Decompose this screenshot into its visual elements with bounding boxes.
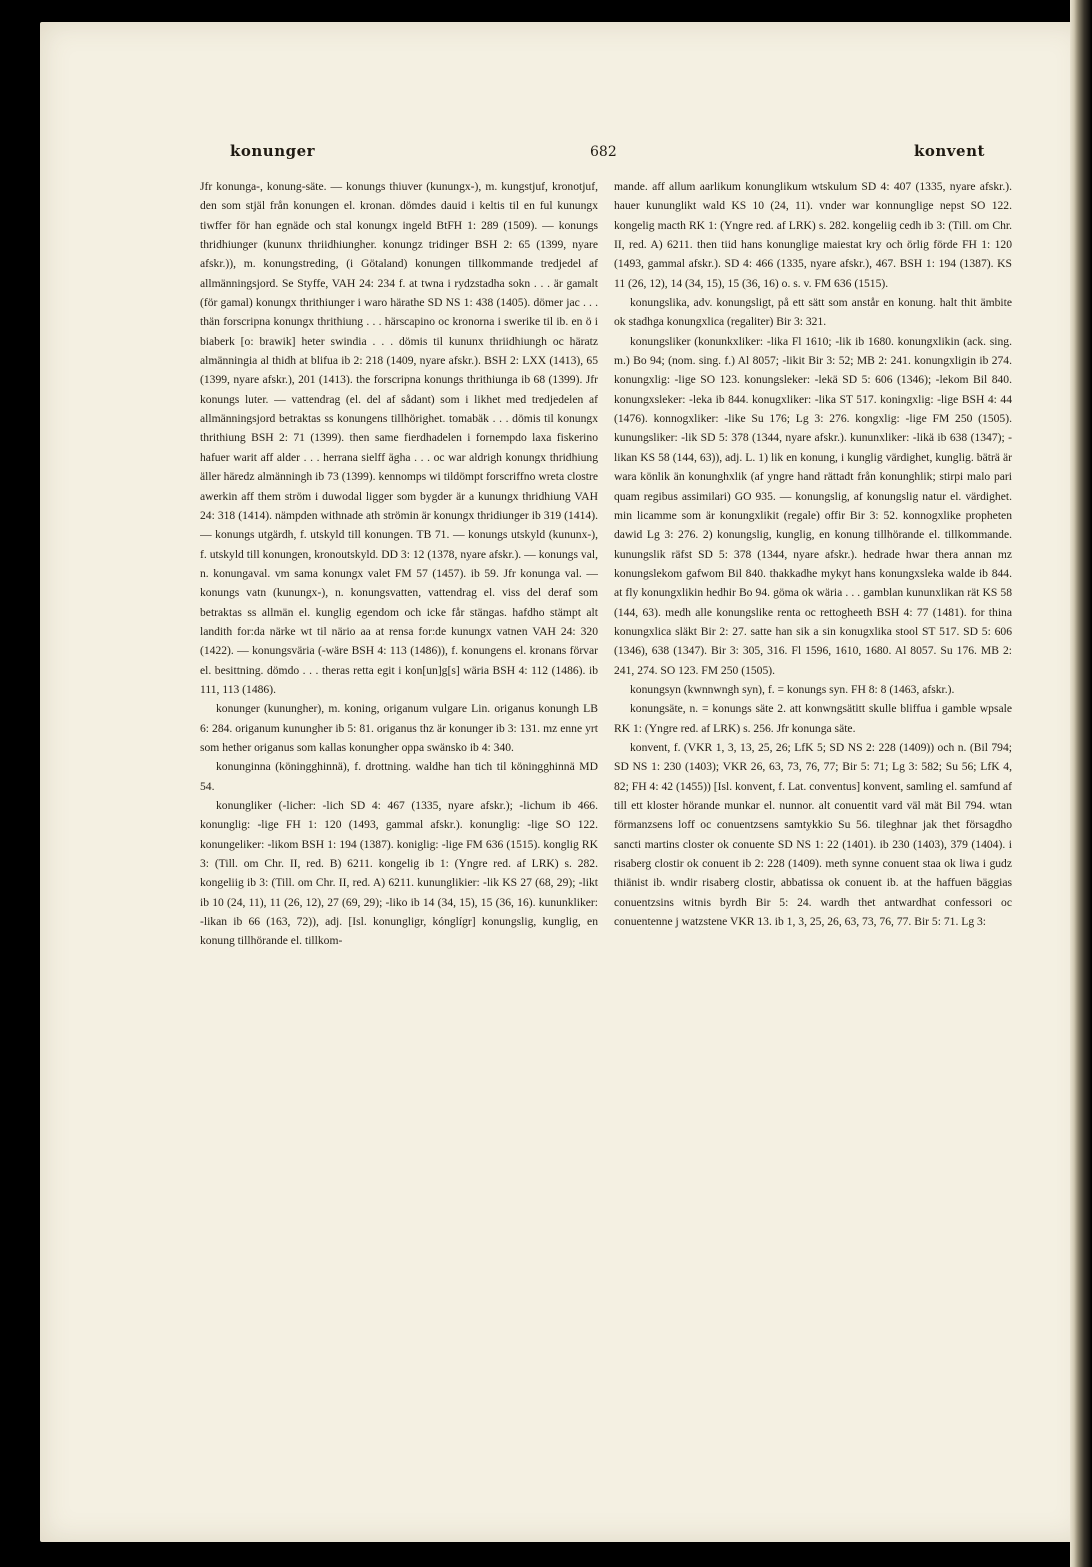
entry-konungliker-continued: mande. aff allum aarlikum konunglikum wtskulum SD 4: 407 (1335, nyare afskr.). hauer kununglikt wald KS 10 (24, 11). vnder war konnunglige nepst SO 122. kongelig macth RK 1: (Yngre red. af LRK) s. 282. kongeliig cedh ib 3: (Till. om Chr. II, red. A) 6211. then tiid hans konunglige maiestat kry och örlig förde FH 1: 120 (1493, gammal afskr.). SD 4: 466 (1335, nyare afskr.), 467. BSH 1: 194 (1387). KS 11 (26, 12), 14 (34, 15), 15 (36, 16) o. s. v. FM 636 (1515). [614, 180, 1012, 290]
entry-konvent: konvent, f. (VKR 1, 3, 13, 25, 26; LfK 5; SD NS 2: 228 (1409)) och n. (Bil 794; SD NS 1: 230 (1403); VKR 26, 63, 73, 76, 77; Bir 5: 71; Lg 3: 582; Su 56; LfK 4, 82; FH 4: 42 (1455)) [Isl. konvent, f. Lat. conventus] konvent, samling el. samfund af till ett kloster hörande munkar el. nunnor. alt conuentit vard väl mät Bil 794. wtan förmanzsens loff oc conuentzsens samtykkio Su 56. tileghnar jak thet försagdho sancti martins closter ok conuente SD NS 1: 22 (1401). ib 230 (1403), 379 (1404). i risaberg clostir ok conuent ib 2: 228 (1409). meth synne conuent staa ok liwa i gudz thiänist ib. wndir risaberg clostir, abbatissa ok conuent ib. at the haffuen bäggias conuentzsins witnis byrdh Bir 5: 24. wardh thet antwardhat confessori oc conuentenne j watzstene VKR 13. ib 1, 3, 25, 26, 63, 73, 76, 77. Bir 5: 71. Lg 3: [614, 740, 1012, 929]
entry-konungsyn: konungsyn (kwnnwngh syn), f. = konungs syn. FH 8: 8 (1463, afskr.). [630, 682, 955, 696]
right-column [614, 177, 1012, 1492]
left-column [200, 177, 598, 1492]
entry-konungsate: konungsäte, n. = konungs säte 2. att konwngsätitt skulle bliffua i gamble wpsale RK 1: (Yngre red. af LRK) s. 256. Jfr konunga säte. [614, 702, 1012, 735]
header-last-headword: konvent [914, 142, 985, 160]
book-page-edge [1070, 0, 1092, 1567]
entry-konungliker: konungliker (-licher: -lich SD 4: 467 (1335, nyare afskr.); -lichum ib 466. konunglig: -lige FH 1: 120 (1493, gammal afskr.). konunglig: -lige SO 122. konungeliker: -likom BSH 1: 194 (1387). koniglig: -lige FM 636 (1515). konglig RK 3: (Till. om Chr. II, red. B) 6211. kongelig ib 1: (Yngre red. af LRK) s. 282. kongeliig ib 3: (Till. om Chr. II, red. A) 6211. kununglikier: -lik KS 27 (68, 29); -likt ib 10 (24, 11), 11 (26, 12), 27 (69, 29); -liko ib 14 (34, 15), 15 (36, 16). kununkliker: -likan ib 66 (163, 72)), adj. [Isl. konungligr, kónglígr] konungslig, kunglig, en konung tillhörande el. tillkom- [200, 799, 598, 948]
entry-konungs-compounds: Jfr konunga-, konung-säte. — konungs thiuver (kunungx-), m. kungstjuf, kronotjuf, den som stjäl från konungen el. kronan. dömdes dauid i keltis til en ful kunungx tiwffer för han egnäde och stal konungx ingeld BtFH 1: 289 (1509). — konungs thridhiunger (kununx thriidhiungher. konungz tridinger BSH 2: 65 (1399, nyare afskr.)), m. konungstreding, (i Götaland) konungen tillkommande tredjedel af allmänningsjord. Se Styffe, VAH 24: 234 f. at twna i rydzstadha sokn . . . är gamalt (för gamal) konungx thrithiunger i waro härathe SD NS 1: 438 (1405). dömer jac . . . thän forscripna konungx thrithiung . . . härscapino oc kronorna i swerike til ib. en ö i biaberk [o: brawik] heter swindia . . . dömis til kununx thriidhiungh oc häratz almänningia al thidh at blifua ib 2: 218 (1409, nyare afskr.). BSH 2: LXX (1413), 65 (1399, nyare afskr.), 201 (1413). the forscripna konungs thrithiunga ib 68 (1399). Jfr konungs luter. — vattendrag (el. del af sådant) som i likhet med tredjedelen af allmänningsjord betraktas ss konungens tillhörighet. tomabäk . . . dömis til konungx thrithiung BSH 2: 71 (1399). then same fierdhadelen i fornempdo laxa fiskerino hafuer warit aff alder . . . herrana sielff ägha . . . oc war aldrigh konungx thridhiung äller häredz almänningh ib 73 (1399). kennomps wi tildömpt forscriffno wreta clostre awerkin aff them ström i duwodal ligger som bygder är a kunungx thridhiung VAH 24: 318 (1414). nämpden withnade ath strömin är konungx thridiunger ib 319 (1414). — konungs utgärdh, f. utskyld till konungen. TB 71. — konungs utskyld (kununx-), f. utskyld till konungen, kronoutskyld. DD 3: 12 (1378, nyare afskr.). — konungs val, n. konungaval. vm sama konungx valet FM 57 (1457). ib 59. Jfr konunga val. — konungs vatn (kunungx-), n. konungsvatten, vattendrag el. viss del deraf som betraktas ss allmän el. kunglig egendom och icke får stängas. hafdho stämpt alt landith for:da närke wt til närio aa at rensa for:de kunungx vatnen VAH 24: 320 (1422). — konungsväria (-wäre BSH 4: 113 (1486)), f. konungens el. kronans förvar el. besittning. dömdo . . . theras retta egit i kon[un]g[s] wäria BSH 4: 112 (1486). ib 111, 113 (1486). [200, 180, 598, 696]
entry-konunginna: konunginna (köningghinnä), f. drottning. waldhe han tich til köningghinnä MD 54. [200, 760, 598, 793]
entry-konungsliker: konungsliker (konunkxliker: -lika Fl 1610; -lik ib 1680. konungxlikin (ack. sing. m.) Bo 94; (nom. sing. f.) Al 8057; -likit Bir 3: 52; MB 2: 241. konungxligin ib 274. konungxlig: -lige SO 123. konungsleker: -lekä SD 5: 606 (1346); -lekom Bil 840. konungxsleker: -leka ib 844. konugxliker: -lika ST 517. koningxlig: -lige BSH 4: 44 (1476). konnogxliker: -like Su 176; Lg 3: 276. kongxlig: -lige FM 250 (1505). kunungsliker: -lik SD 5: 378 (1344, nyare afskr.). kununxliker: -likä ib 638 (1347); -likan KS 58 (144, 63)), adj. L. 1) lik en konung, i kunglig värdighet, kunglig. bäträ är wara könlik än konunghxlik (af yngre hand rättadt från konunghlik; stirpi malo pari quam regibus assimilari) GO 935. — konungslig, af konungslig natur el. värdighet. min licamme som är konungxlikit (regale) offir Bir 3: 52. konnogxlike propheten dawid Lg 3: 276. 2) konungslig, kunglig, en konung tillhörande el. tillkommande. kunungslik räfst SD 5: 378 (1344, nyare afskr.). hedrade hwar thera annan mz konungslekom gafwom Bil 840. thakkadhe mykyt hans konungxsleka walde ib 844. at fly konungxlikin hedhir Bo 94. göma ok wäria . . . gamblan kununxlikan rät KS 58 (144, 63). medh alle konungslike renta oc rettogheeth BSH 4: 77 (1481). for thina konungxlica släkt Bir 2: 27. satte han sik a sin konugxlika stool ST 517. SD 5: 606 (1346), 638 (1347). Bir 3: 305, 316. Fl 1596, 1610, 1680. Al 8057. Su 176. MB 2: 241, 274. SO 123. FM 250 (1505). [614, 334, 1012, 677]
entry-konungslika: konungslika, adv. konungsligt, på ett sätt som anstår en konung. halt thit ämbite ok stadhga konungxlica (regaliter) Bir 3: 321. [614, 296, 1012, 329]
running-header [40, 140, 1086, 170]
entry-konunger: konunger (kunungher), m. koning, origanum vulgare Lin. origanus konungh LB 6: 284. origanum kunungher ib 5: 81. origanus thz är konunger ib 3: 131. mz enne yrt som hether origanus som kallas konungher oppa swänsko ib 4: 340. [200, 702, 598, 754]
header-first-headword: konunger [230, 142, 316, 160]
page-number: 682 [590, 144, 617, 160]
